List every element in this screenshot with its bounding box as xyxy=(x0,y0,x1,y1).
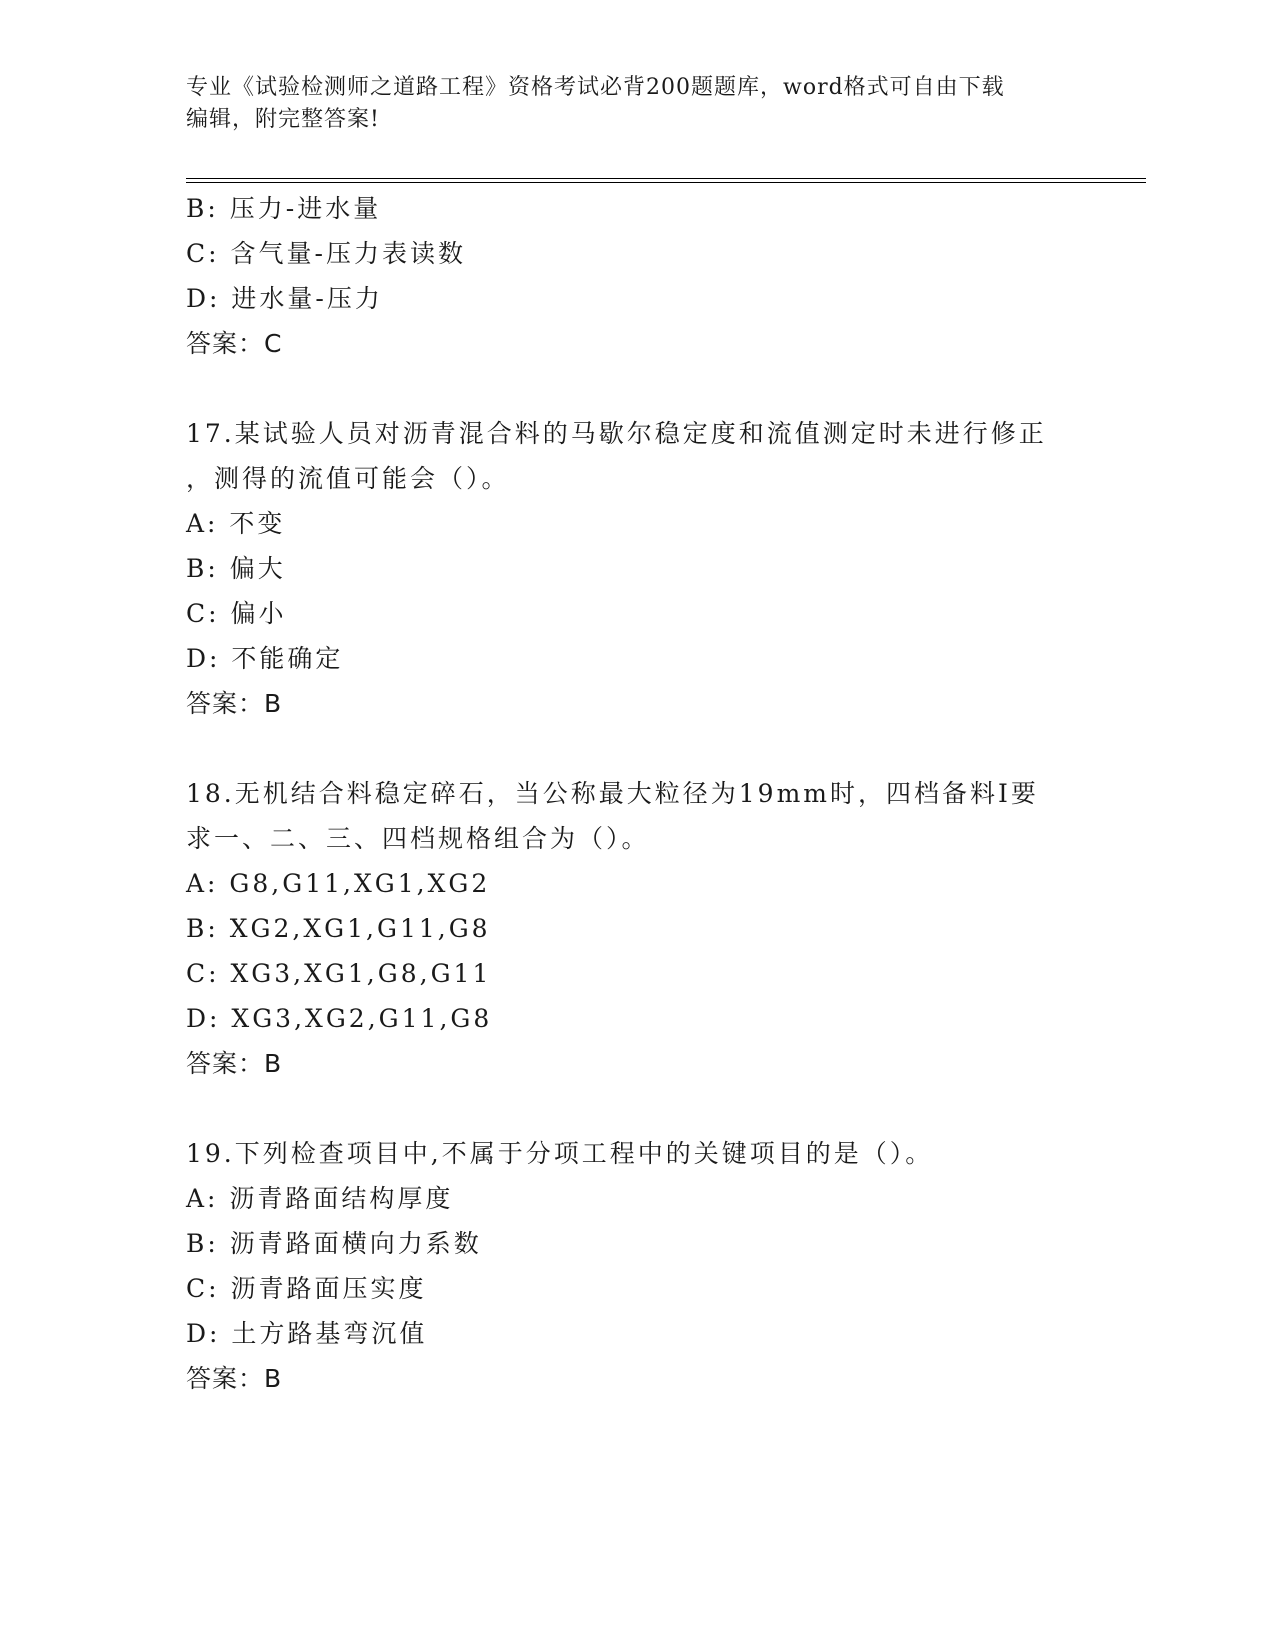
option-c: C: 含气量-压力表读数 xyxy=(186,239,466,268)
option-a: A: 不变 xyxy=(186,509,286,538)
option-b: B: 沥青路面横向力系数 xyxy=(186,1229,482,1258)
question-18-stem-line1: 18.无机结合料稳定碎石，当公称最大粒径为19mm时，四档备料I要 xyxy=(186,779,1039,808)
option-d: D: XG3,XG2,G11,G8 xyxy=(186,1004,493,1033)
option-c: C: 偏小 xyxy=(186,599,287,628)
question-19-stem: 19.下列检查项目中,不属于分项工程中的关键项目的是（）。 xyxy=(186,1139,934,1168)
question-17-stem-line1: 17.某试验人员对沥青混合料的马歇尔稳定度和流值测定时未进行修正 xyxy=(186,419,1047,448)
answer-text: 答案：C xyxy=(186,329,283,358)
option-b: B: 压力-进水量 xyxy=(186,194,382,223)
question-17-stem-line2: ，测得的流值可能会（）。 xyxy=(186,464,510,493)
answer-text: 答案：B xyxy=(186,1049,283,1078)
option-d: D: 进水量-压力 xyxy=(186,284,383,313)
document-header xyxy=(186,72,1066,136)
header-line-1: 专业《试验检测师之道路工程》资格考试必背200题题库，word格式可自由下载 xyxy=(186,75,1005,100)
option-a: A: 沥青路面结构厚度 xyxy=(186,1184,454,1213)
option-c: C: XG3,XG1,G8,G11 xyxy=(186,959,492,988)
option-c: C: 沥青路面压实度 xyxy=(186,1274,427,1303)
header-divider-top xyxy=(186,178,1146,179)
header-divider-bottom xyxy=(186,182,1146,183)
answer-text: 答案：B xyxy=(186,689,283,718)
option-b: B: XG2,XG1,G11,G8 xyxy=(186,914,491,943)
option-d: D: 土方路基弯沉值 xyxy=(186,1319,428,1348)
header-line-2: 编辑，附完整答案! xyxy=(186,107,380,132)
option-a: A: G8,G11,XG1,XG2 xyxy=(186,869,491,898)
option-b: B: 偏大 xyxy=(186,554,286,583)
answer-text: 答案：B xyxy=(186,1364,283,1393)
question-18-stem-line2: 求一、二、三、四档规格组合为（）。 xyxy=(186,824,650,853)
option-d: D: 不能确定 xyxy=(186,644,344,673)
